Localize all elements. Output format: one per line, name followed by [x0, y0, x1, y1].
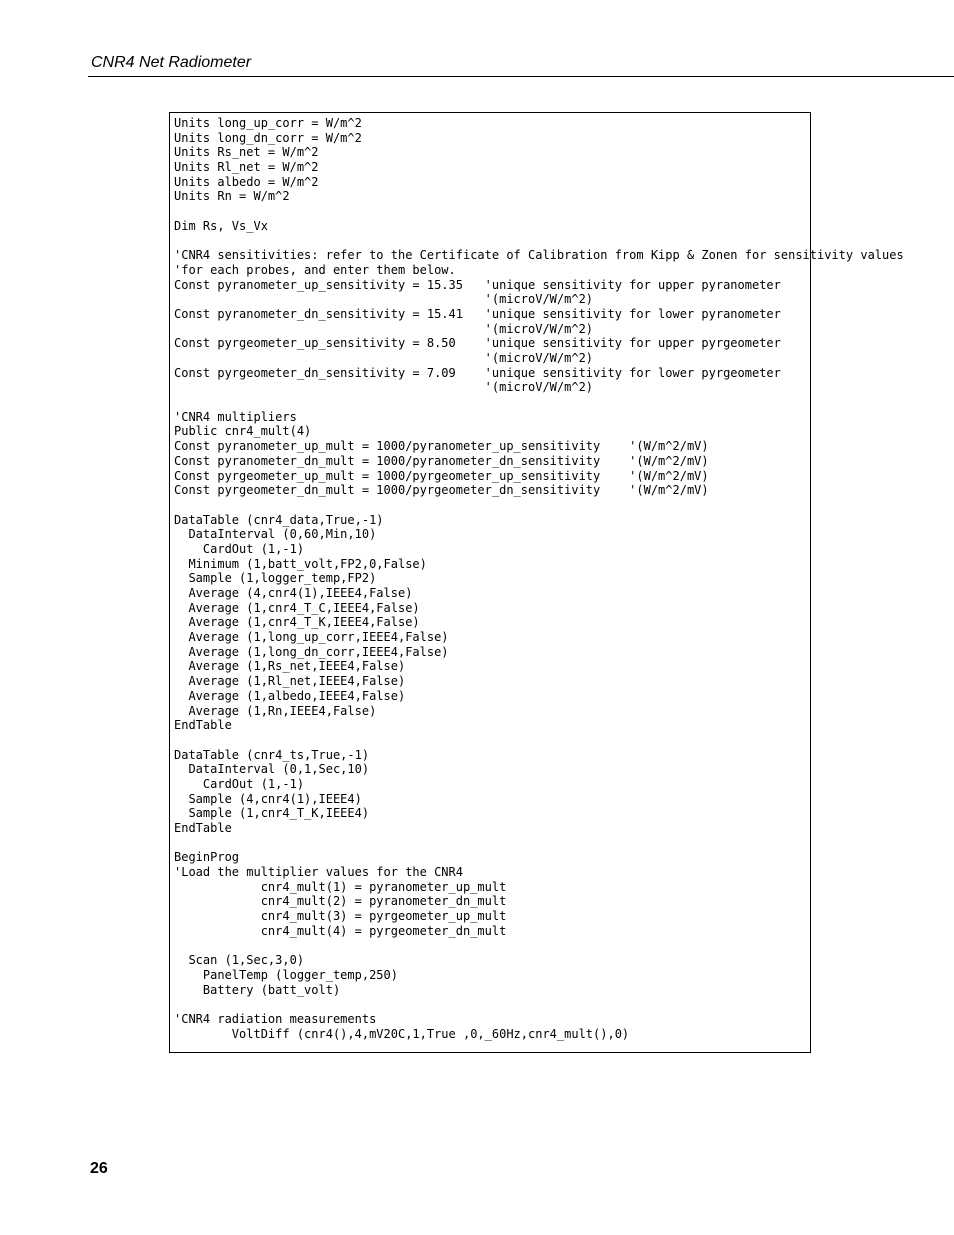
code-line: 'CNR4 sensitivities: refer to the Certificate of Calibration from Kipp & Zonen for sensitivity values [174, 248, 904, 263]
code-line [174, 204, 904, 219]
code-line: Units Rn = W/m^2 [174, 189, 290, 204]
code-line [174, 997, 904, 1012]
code-line: Const pyranometer_dn_mult = 1000/pyranometer_dn_sensitivity '(W/m^2/mV) [174, 453, 709, 468]
code-line: 'CNR4 multipliers [174, 409, 297, 424]
code-line: cnr4_mult(2) = pyranometer_dn_mult [174, 894, 507, 909]
code-line: Minimum (1,batt_volt,FP2,0,False) [174, 556, 427, 571]
code-line: DataInterval (0,60,Min,10) [174, 527, 377, 542]
code-line: Average (1,Rl_net,IEEE4,False) [174, 674, 406, 689]
code-line: VoltDiff (cnr4(),4,mV20C,1,True ,0,_60Hz,cnr4_mult(),0) [174, 1026, 630, 1041]
code-line: cnr4_mult(3) = pyrgeometer_up_mult [174, 909, 507, 924]
code-line: CardOut (1,-1) [174, 776, 305, 791]
code-line: '(microV/W/m^2) [174, 292, 594, 307]
code-line: Units Rl_net = W/m^2 [174, 160, 319, 175]
code-line [174, 939, 904, 954]
code-line: Const pyranometer_dn_sensitivity = 15.41 'unique sensitivity for lower pyranometer [174, 306, 781, 321]
code-line: Average (4,cnr4(1),IEEE4,False) [174, 586, 413, 600]
code-listing [174, 116, 904, 1041]
code-line: Average (1,albedo,IEEE4,False) [174, 688, 406, 703]
code-line: Units Rs_net = W/m^2 [174, 145, 319, 160]
code-line: Average (1,cnr4_T_C,IEEE4,False) [174, 600, 420, 615]
code-line: Average (1,long_up_corr,IEEE4,False) [174, 630, 449, 645]
running-header-title: CNR4 Net Radiometer [91, 54, 252, 71]
code-line: '(microV/W/m^2) [174, 380, 594, 395]
code-line: EndTable [174, 718, 232, 733]
code-line: Const pyranometer_up_sensitivity = 15.35 'unique sensitivity for upper pyranometer [174, 277, 781, 292]
code-line [174, 395, 904, 410]
code-line: Const pyranometer_up_mult = 1000/pyranometer_up_sensitivity '(W/m^2/mV) [174, 439, 709, 454]
code-line: Average (1,Rn,IEEE4,False) [174, 703, 377, 718]
code-line: Average (1,long_dn_corr,IEEE4,False) [174, 644, 449, 659]
code-line: Units albedo = W/m^2 [174, 174, 319, 189]
page-number: 26 [90, 1160, 108, 1177]
code-line: CardOut (1,-1) [174, 541, 305, 556]
code-line: Units long_dn_corr = W/m^2 [174, 130, 362, 145]
code-line: cnr4_mult(4) = pyrgeometer_dn_mult [174, 923, 507, 938]
code-line: DataInterval (0,1,Sec,10) [174, 762, 370, 777]
code-line: Sample (4,cnr4(1),IEEE4) [174, 791, 362, 806]
code-line: 'CNR4 radiation measurements [174, 1011, 377, 1026]
code-line: Units long_up_corr = W/m^2 [174, 116, 362, 130]
code-line: PanelTemp (logger_temp,250) [174, 967, 398, 982]
code-line: DataTable (cnr4_ts,True,-1) [174, 747, 370, 762]
code-line [174, 234, 904, 249]
code-line [174, 733, 904, 748]
code-line: Const pyrgeometer_up_mult = 1000/pyrgeometer_up_sensitivity '(W/m^2/mV) [174, 468, 709, 483]
code-line: Const pyrgeometer_up_sensitivity = 8.50 'unique sensitivity for upper pyrgeometer [174, 336, 781, 351]
code-line [174, 498, 904, 513]
code-line: Sample (1,cnr4_T_K,IEEE4) [174, 806, 370, 821]
code-line: 'Load the multiplier values for the CNR4 [174, 865, 463, 880]
code-line: Average (1,Rs_net,IEEE4,False) [174, 659, 406, 674]
code-line: Const pyrgeometer_dn_sensitivity = 7.09 'unique sensitivity for lower pyrgeometer [174, 365, 781, 380]
code-line: cnr4_mult(1) = pyranometer_up_mult [174, 879, 507, 894]
code-line: Average (1,cnr4_T_K,IEEE4,False) [174, 615, 420, 630]
code-line: EndTable [174, 821, 232, 835]
code-line: Const pyrgeometer_dn_mult = 1000/pyrgeometer_dn_sensitivity '(W/m^2/mV) [174, 483, 709, 498]
header-rule [88, 76, 954, 77]
code-line: Battery (batt_volt) [174, 982, 341, 997]
code-line: '(microV/W/m^2) [174, 351, 594, 365]
code-line [174, 836, 904, 851]
code-line: BeginProg [174, 850, 240, 865]
code-line: Scan (1,Sec,3,0) [174, 953, 305, 968]
code-line: DataTable (cnr4_data,True,-1) [174, 512, 384, 527]
code-listing-box [169, 112, 904, 1053]
code-line: 'for each probes, and enter them below. [174, 262, 456, 277]
code-line: Public cnr4_mult(4) [174, 424, 312, 439]
code-line: '(microV/W/m^2) [174, 321, 594, 336]
code-line: Dim Rs, Vs_Vx [174, 218, 268, 233]
code-line: Sample (1,logger_temp,FP2) [174, 571, 377, 586]
